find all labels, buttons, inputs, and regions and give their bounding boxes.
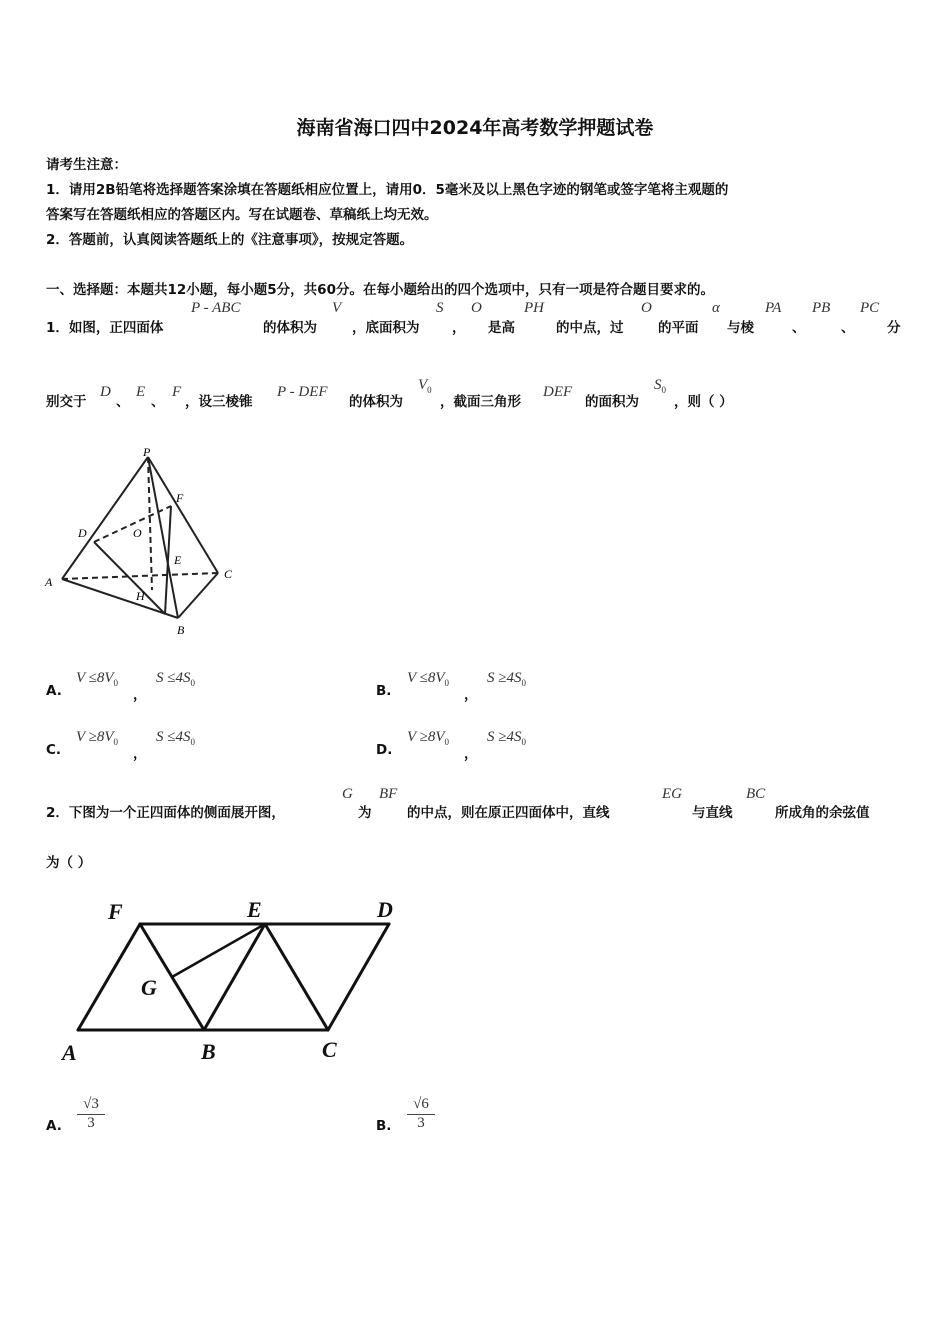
label-o: O [133,526,142,540]
option-letter: B. [376,683,392,699]
label-f: F [176,491,184,505]
q1-math: S [436,300,444,316]
q2-text: 为（ ） [46,855,92,871]
option-fraction [407,1096,435,1132]
option-letter: D. [376,742,393,758]
tetrahedron-net-figure [55,890,415,1070]
edge-ac-hidden [62,573,218,579]
option-math: $S \ge 4S_0$ [487,729,526,747]
option-letter: A. [46,683,62,699]
q1-text: 的平面 [658,320,699,336]
label-d: D [377,897,393,922]
q1-text: 是高 [488,320,515,336]
q1-text: 与棱 [727,320,754,336]
q2-text: 与直线 [692,805,733,821]
q1-text: ，截面三角形 [440,394,521,410]
q1-text: 别交于 [46,394,87,410]
q1-math: O [641,300,652,316]
q1-math: O [471,300,482,316]
fraction-denominator: 3 [417,1115,425,1131]
fraction-numerator: √3 [77,1096,105,1115]
q1-text: ，则（ ） [674,394,733,410]
label-b: B [177,623,185,637]
notice-line-3: 2．答题前，认真阅读答题纸上的《注意事项》，按规定答题。 [46,232,414,248]
label-c: C [322,1037,337,1062]
q2-math: EG [662,786,682,802]
q1-math: P - DEF [277,384,328,400]
q1-text: 分 [887,320,901,336]
label-a: A [45,575,53,589]
page-title: 海南省海口四中2024年高考数学押题试卷 [296,117,654,139]
option-comma: ， [464,746,478,762]
label-d: D [78,526,87,540]
q1-math: DEF [543,384,573,400]
q1-text: 1．如图，正四面体 [46,320,164,336]
q2-text: 的中点，则在原正四面体中，直线 [407,805,610,821]
q1-math: $S_0$ [654,377,666,395]
option-math: $V \le 8V_0$ [407,670,450,688]
notice-line-2: 答案写在答题纸相应的答题区内。写在试题卷、草稿纸上均无效。 [46,207,438,223]
label-e: E [174,553,182,567]
option-math: $S \le 4S_0$ [156,670,195,688]
label-h: H [136,589,145,603]
q1-text: 的体积为 [349,394,403,410]
q1-text: ，设三棱锥 [185,394,253,410]
option-letter: C. [46,742,62,758]
q1-text: 、 [151,394,165,410]
q2-text: 2．下图为一个正四面体的侧面展开图， [46,805,285,821]
q1-math: PA [765,300,782,316]
option-math: $V \ge 8V_0$ [407,729,450,747]
q1-text: 的中点，过 [556,320,624,336]
q1-text: ，底面积为 [352,320,420,336]
edge-cd [328,924,389,1030]
edge-bc [178,573,218,618]
label-f: F [108,899,123,924]
edge-ef [165,506,171,614]
label-c: C [224,567,233,581]
q1-math: $V_0$ [418,377,432,395]
option-math: $V \ge 8V_0$ [76,729,119,747]
q2-text: 所成角的余弦值 [775,805,870,821]
option-comma: ， [464,687,478,703]
q1-text: 的面积为 [585,394,639,410]
option-math: $V \le 8V_0$ [76,670,119,688]
option-comma: ， [133,687,147,703]
label-e: E [247,897,262,922]
fraction-numerator: √6 [407,1096,435,1115]
label-p: P [143,445,151,459]
edge-ec [265,924,328,1030]
edge-pa [62,457,148,579]
q1-text: ， [452,320,466,336]
edge-ab [62,579,178,618]
q2-text: 为 [358,805,372,821]
q1-text: 、 [841,320,855,336]
q1-math: PC [860,300,880,316]
label-a: A [62,1040,77,1065]
q1-math: P - ABC [191,300,241,316]
label-g: G [141,975,157,1000]
q1-text: 的体积为 [263,320,317,336]
tetrahedron-figure [40,440,250,640]
notice-heading: 请考生注意： [46,157,127,173]
q1-math: D [100,384,111,400]
option-letter: A. [46,1118,62,1134]
q1-math: α [712,300,720,316]
q2-math: G [342,786,353,802]
q1-math: V [332,300,342,316]
q1-text: 、 [116,394,130,410]
q2-math: BC [746,786,766,802]
q1-text: 、 [792,320,806,336]
q1-math: PH [524,300,544,316]
edge-af [78,924,140,1030]
q1-math: F [172,384,182,400]
label-b: B [201,1039,216,1064]
edge-be [204,924,265,1030]
option-fraction [77,1096,105,1132]
option-letter: B. [376,1118,392,1134]
notice-line-1: 1．请用2B铅笔将选择题答案涂填在答题纸相应位置上，请用0．5毫米及以上黑色字迹的钢笔或签字笔将主观题的 [46,182,729,198]
q2-math: BF [379,786,398,802]
q1-math: E [136,384,146,400]
option-math: $S \le 4S_0$ [156,729,195,747]
q1-math: PB [812,300,831,316]
option-comma: ， [133,746,147,762]
section-heading: 一、选择题：本题共12小题，每小题5分，共60分。在每小题给出的四个选项中，只有一项是符合题目要求的。 [46,282,714,298]
option-math: $S \ge 4S_0$ [487,670,526,688]
fraction-denominator: 3 [87,1115,95,1131]
